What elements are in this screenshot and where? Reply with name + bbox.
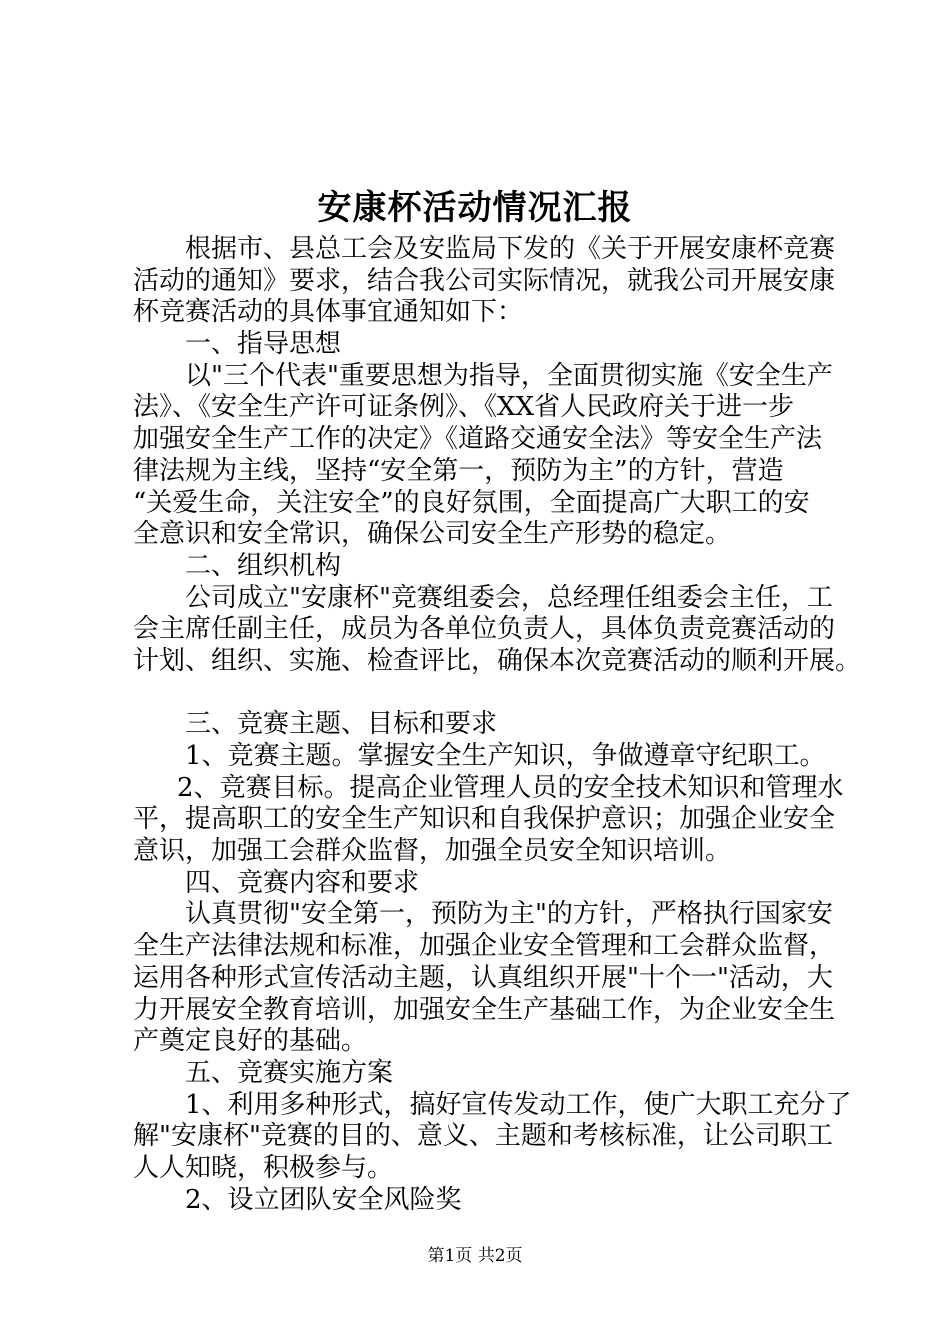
section-heading: 一、指导思想 <box>185 329 342 360</box>
paragraph-line: 解"安康杯"竞赛的目的、意义、主题和考核标准，让公司职工 <box>133 1121 833 1152</box>
document-body <box>133 234 862 1216</box>
paragraph-line: 活动的通知》要求，结合我公司实际情况，就我公司开展安康 <box>133 265 836 296</box>
section-heading: 二、组织机构 <box>185 550 342 581</box>
paragraph-line: 全生产法律法规和标准，加强企业安全管理和工会群众监督， <box>133 931 836 962</box>
paragraph-line: 根据市、县总工会及安监局下发的《关于开展安康杯竞赛 <box>185 234 836 264</box>
paragraph-line: 会主席任副主任，成员为各单位负责人，具体负责竞赛活动的 <box>133 614 836 645</box>
paragraph-line: 意识，加强工会群众监督，加强全员安全知识培训。 <box>133 836 732 867</box>
page-number-footer: 第1页 共2页 <box>427 1246 523 1266</box>
paragraph-line: 运用各种形式宣传活动主题，认真组织开展"十个一"活动，大 <box>133 962 833 993</box>
paragraph-line: 1、竞赛主题。掌握安全生产知识，争做遵章守纪职工。 <box>185 741 826 771</box>
section-heading: 四、竞赛内容和要求 <box>185 867 420 898</box>
paragraph-line: 产奠定良好的基础。 <box>133 1026 368 1057</box>
paragraph-line: 公司成立"安康杯"竞赛组委会，总经理任组委会主任，工 <box>185 582 833 613</box>
paragraph-line: 1、利用多种形式，搞好宣传发动工作，使广大职工充分了 <box>185 1089 852 1120</box>
document-title: 安康杯活动情况汇报 <box>317 188 633 228</box>
section-heading: 三、竞赛主题、目标和要求 <box>185 709 498 740</box>
blank-line <box>133 678 833 710</box>
section-heading: 五、竞赛实施方案 <box>185 1057 394 1088</box>
paragraph-line: 平，提高职工的安全生产知识和自我保护意识；加强企业安全 <box>133 804 836 835</box>
paragraph-line: 以"三个代表"重要思想为指导，全面贯彻实施《安全生产 <box>185 360 833 391</box>
paragraph-line: 杯竞赛活动的具体事宜通知如下： <box>133 297 524 328</box>
paragraph-line: 计划、组织、实施、检查评比，确保本次竞赛活动的顺利开展。 <box>133 645 862 676</box>
paragraph-line: 人人知晓，积极参与。 <box>133 1152 394 1183</box>
paragraph-line: 律法规为主线，坚持“安全第一，预防为主”的方针，营造 <box>133 455 784 486</box>
paragraph-line: 力开展安全教育培训，加强安全生产基础工作，为企业安全生 <box>133 994 836 1025</box>
paragraph-line: 2、竞赛目标。提高企业管理人员的安全技术知识和管理水 <box>177 772 844 803</box>
paragraph-line: 2、设立团队安全风险奖 <box>185 1184 462 1215</box>
paragraph-line: 加强安全生产工作的决定》《道路交通安全法》等安全生产法 <box>133 424 823 455</box>
paragraph-line: 认真贯彻"安全第一，预防为主"的方针，严格执行国家安 <box>185 899 833 930</box>
paragraph-line: “关爱生命，关注安全”的良好氛围，全面提高广大职工的安 <box>133 487 810 518</box>
paragraph-line: 法》、《安全生产许可证条例》、《XX省人民政府关于进一步 <box>133 392 795 423</box>
paragraph-line: 全意识和安全常识，确保公司安全生产形势的稳定。 <box>133 519 732 550</box>
